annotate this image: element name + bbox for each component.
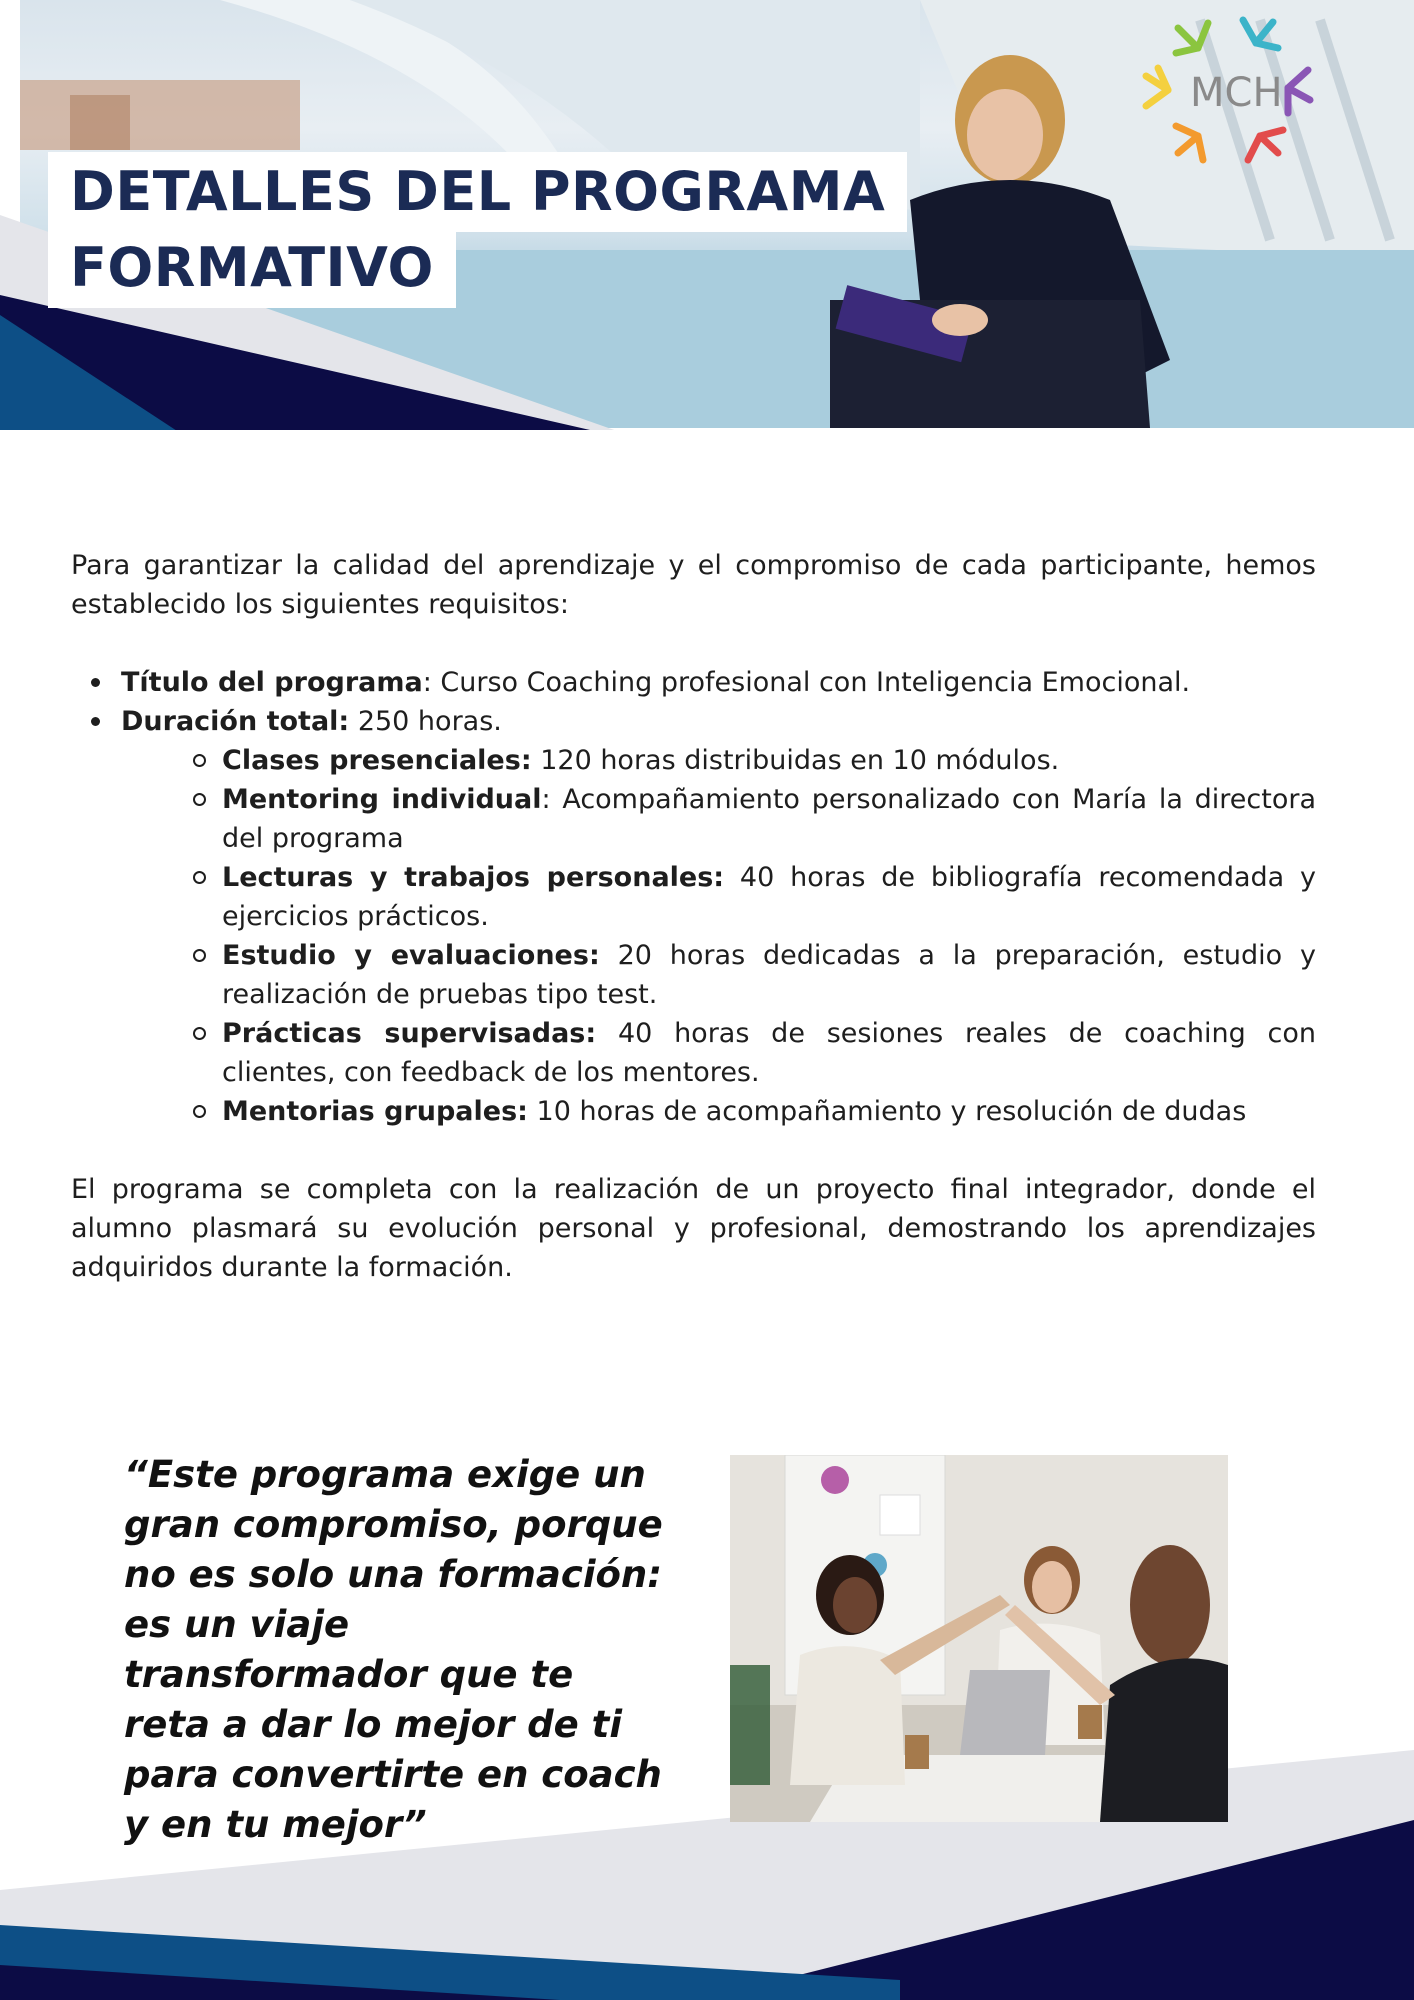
list-item (121, 780, 1316, 858)
duration-breakdown-list (121, 741, 1316, 1131)
page-title-line2: FORMATIVO (48, 228, 456, 308)
item-text: 40 horas de bibliografía recomendada y ejercicios prácticos. (222, 862, 1317, 932)
item-label: Duración total: (121, 706, 350, 737)
svg-text:MCH: MCH (1190, 70, 1283, 116)
page-title-line1: DETALLES DEL PROGRAMA (48, 152, 907, 232)
item-label: Estudio y evaluaciones: (222, 940, 600, 971)
item-text: 40 horas de sesiones reales de coaching con clientes, con feedback de los mentores. (222, 1018, 1317, 1088)
list-item (121, 741, 1316, 780)
closing-paragraph: El programa se completa con la realización de un proyecto final integrador, donde el alumno plasmará su evolución personal y profesional, demostrando los aprendizajes adquiridos durante la formación. (71, 1174, 1316, 1283)
item-label: Lecturas y trabajos personales: (222, 862, 725, 893)
list-item (71, 663, 1316, 702)
list-item (121, 1092, 1316, 1131)
item-label: Clases presenciales: (222, 745, 532, 776)
item-text: 250 horas. (349, 706, 502, 737)
item-label: Título del programa (121, 667, 423, 698)
item-text: 120 horas distribuidas en 10 módulos. (531, 745, 1060, 776)
item-label: Mentoring individual (222, 784, 542, 815)
item-text: : Curso Coaching profesional con Inteligencia Emocional. (422, 667, 1191, 698)
team-high-five-photo (730, 1455, 1228, 1822)
item-text: 20 horas dedicadas a la preparación, estudio y realización de pruebas tipo test. (222, 940, 1316, 1010)
requirements-list (71, 663, 1316, 1131)
list-item (121, 936, 1316, 1014)
intro-paragraph: Para garantizar la calidad del aprendizaje y el compromiso de cada participante, hemos establecido los siguientes requisitos: (71, 550, 1316, 620)
list-item (121, 858, 1316, 936)
item-label: Prácticas supervisadas: (222, 1018, 597, 1049)
program-details (71, 546, 1316, 1287)
list-item (121, 1014, 1316, 1092)
list-item (71, 702, 1316, 1131)
mch-logo-icon (1138, 8, 1318, 168)
header-banner (0, 0, 1414, 440)
item-text: 10 horas de acompañamiento y resolución de dudas (527, 1096, 1247, 1127)
item-text: : Acompañamiento personalizado con María la directora del programa (222, 784, 1316, 854)
testimonial-quote: “Este programa exige un gran compromiso, porque no es solo una formación: es un viaje transformador que te reta a dar lo mejor de ti para convertirte en coach y en tu mejor” (124, 1453, 663, 1846)
item-label: Mentorias grupales: (222, 1096, 528, 1127)
